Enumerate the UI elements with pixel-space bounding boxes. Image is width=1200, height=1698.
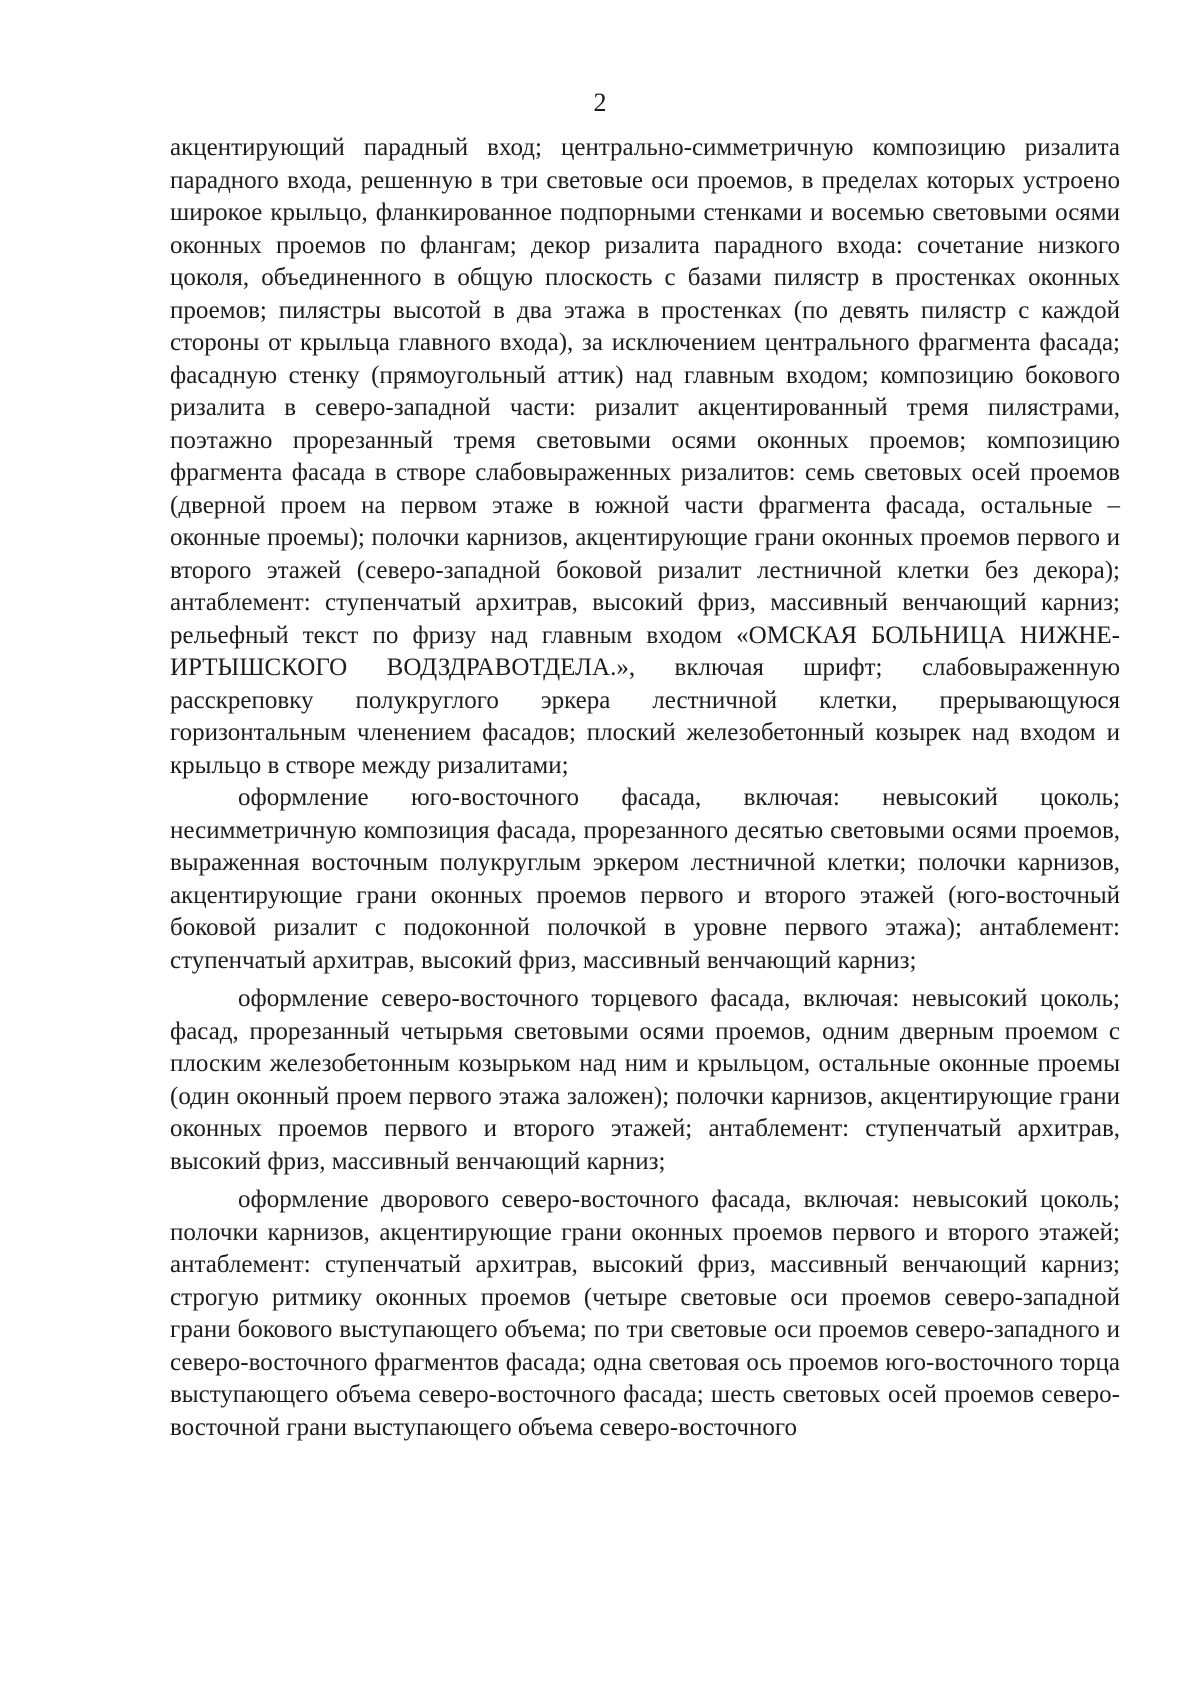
- paragraph-courtyard-facade: оформление дворового северо-восточного фасада, включая: невысокий цоколь; полочки карнизов, акцентирующие грани оконных проемов первого и второго этажей; антаблемент: ступенчатый архитрав, высокий фриз, массивный венчающий карниз; строгую ритмику оконных проемов (четыре световые оси проемов северо-западной грани бокового выступающего объема; по три световые оси проемов северо-западного и северо-восточного фрагментов фасада; одна световая ось проемов юго-восточного торца выступающего объема северо-восточного фасада; шесть световых осей проемов северо-восточной грани выступающего объема северо-восточного: [170, 1186, 1120, 1441]
- paragraph-southeast-facade: оформление юго-восточного фасада, включая: невысокий цоколь; несимметричную композиция фасада, прорезанного десятью световыми осями проемов, выраженная восточным полукруглым эркером лестничной клетки; полочки карнизов, акцентирующие грани оконных проемов первого и второго этажей (юго-восточный боковой ризалит с подоконной полочкой в уровне первого этажа); антаблемент: ступенчатый архитрав, высокий фриз, массивный венчающий карниз;: [170, 784, 1120, 974]
- paragraph-main-facade: акцентирующий парадный вход; центрально-симметричную композицию ризалита парадного входа, решенную в три световые оси проемов, в пределах которых устроено широкое крыльцо, фланкированное подпорными стенками и восемью световыми осями оконных проемов по флангам; декор ризалита парадного входа: сочетание низкого цоколя, объединенного в общую плоскость с базами пилястр в простенках оконных проемов; пилястры высотой в два этажа в простенках (по девять пилястр с каждой стороны от крыльца главного входа), за исключением центрального фрагмента фасада; фасадную стенку (прямоугольный аттик) над главным входом; композицию бокового ризалита в северо-западной части: ризалит акцентированный тремя пилястрами, поэтажно прорезанный тремя световыми осями оконных проемов; композицию фрагмента фасада в створе слабовыраженных ризалитов: семь световых осей проемов (дверной проем на первом этаже в южной части фрагмента фасада, остальные – оконные проемы); полочки карнизов, акцентирующие грани оконных проемов первого и второго этажей (северо-западной боковой ризалит лестничной клетки без декора); антаблемент: ступенчатый архитрав, высокий фриз, массивный венчающий карниз; рельефный текст по фризу над главным входом «ОМСКАЯ БОЛЬНИЦА НИЖНЕ-ИРТЫШСКОГО ВОДЗДРАВОТДЕЛА.», включая шрифт; слабовыраженную расскреповку полукруглого эркера лестничной клетки, прерывающуюся горизонтальным членением фасадов; плоский железобетонный козырек над входом и крыльцо в створе между ризалитами;: [170, 134, 1120, 779]
- page-number: 2: [593, 88, 607, 117]
- body-text: [170, 132, 1120, 1444]
- paragraph-northeast-end-facade: оформление северо-восточного торцевого фасада, включая: невысокий цоколь; фасад, прорезанный четырьмя световыми осями проемов, одним дверным проемом с плоским железобетонным козырьком над ним и крыльцом, остальные оконные проемы (один оконный проем первого этажа заложен); полочки карнизов, акцентирующие грани оконных проемов первого и второго этажей; антаблемент: ступенчатый архитрав, высокий фриз, массивный венчающий карниз;: [170, 985, 1120, 1175]
